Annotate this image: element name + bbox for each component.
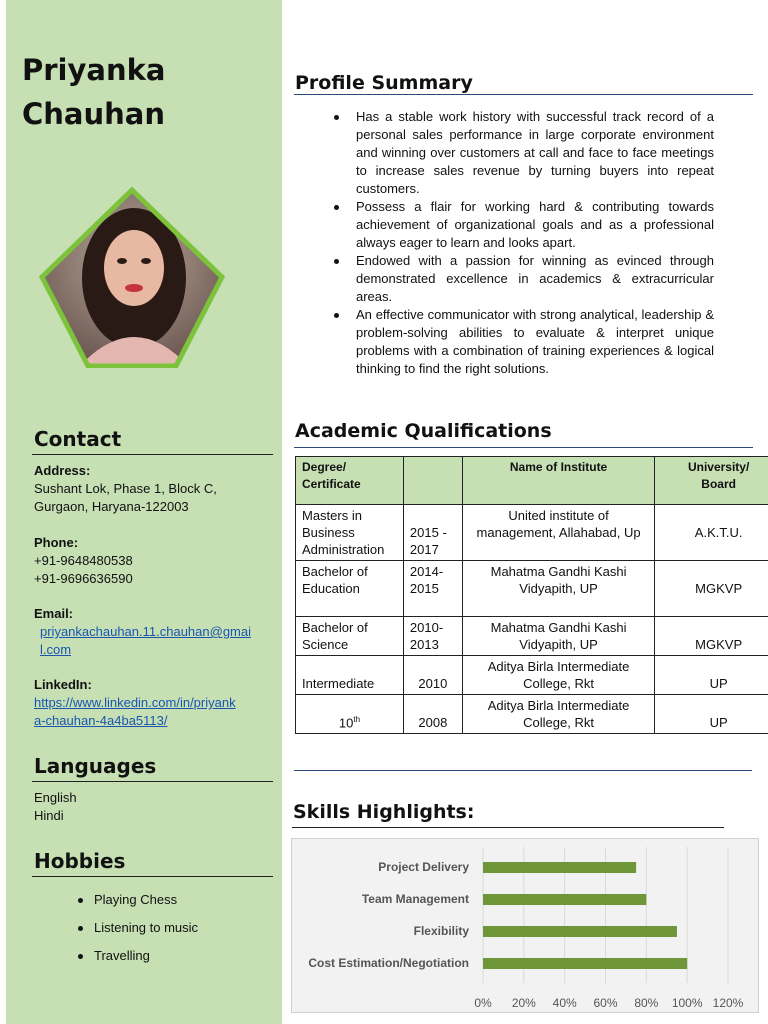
x-tick-label: 120%: [712, 996, 744, 1010]
table-row: [296, 505, 768, 561]
phone-label: Phone:: [34, 535, 79, 550]
languages-list: [34, 789, 77, 825]
candidate-name: [22, 48, 165, 136]
profile-summary-list: [330, 108, 714, 378]
cell-board: UP: [655, 695, 768, 734]
table-row: [296, 695, 768, 734]
address-label: Address:: [34, 463, 91, 478]
summary-item: Possess a flair for working hard & contributing towards achievement of organizational goals and as a professional always eager to learn and looks apart.: [330, 198, 714, 252]
hobby-item: Listening to music: [78, 914, 198, 942]
profile-photo: [38, 186, 226, 368]
contact-divider: [32, 454, 273, 455]
name-last: Chauhan: [22, 97, 166, 131]
cell-degree: Bachelor of Education: [296, 561, 404, 617]
cell-year: 2008: [403, 695, 462, 734]
linkedin-label: LinkedIn:: [34, 677, 92, 692]
hobbies-divider: [32, 876, 273, 877]
cell-institute: Aditya Birla Intermediate College, Rkt: [462, 656, 654, 695]
cell-institute: Mahatma Gandhi Kashi Vidyapith, UP: [462, 617, 654, 656]
cell-year: 2010-2013: [403, 617, 462, 656]
header-degree: Degree/ Certificate: [296, 457, 404, 505]
cell-board: MGKVP: [655, 561, 768, 617]
profile-summary-divider: [294, 94, 753, 95]
bar: [483, 926, 677, 937]
linkedin-block: [34, 676, 236, 730]
email-line-2: l.com: [40, 642, 72, 657]
phone-number-1: +91-9648480538: [34, 553, 133, 568]
x-tick-label: 80%: [634, 996, 659, 1010]
language-item: Hindi: [34, 808, 64, 823]
bar: [483, 862, 636, 873]
header-year: [403, 457, 462, 505]
category-label: Project Delivery: [378, 860, 469, 874]
hobbies-heading: Hobbies: [34, 849, 126, 873]
name-first: Priyanka: [22, 53, 166, 87]
address-line-1: Sushant Lok, Phase 1, Block C,: [34, 481, 217, 496]
skills-chart-svg: [292, 839, 758, 1012]
email-link[interactable]: [34, 623, 251, 659]
cell-board: A.K.T.U.: [655, 505, 768, 561]
summary-item: An effective communicator with strong analytical, leadership & problem-solving abilities to evaluate & interpret unique problems with a combination of training experiences & logical thinking to find the right solutions.: [330, 306, 714, 378]
cell-degree: Masters in Business Administration: [296, 505, 404, 561]
cell-board: MGKVP: [655, 617, 768, 656]
table-row: [296, 656, 768, 695]
section-divider: [294, 770, 752, 771]
linkedin-line-1: https://www.linkedin.com/in/priyank: [34, 695, 236, 710]
cell-board: UP: [655, 656, 768, 695]
linkedin-link[interactable]: [34, 694, 236, 730]
x-tick-label: 0%: [474, 996, 492, 1010]
bar: [483, 958, 687, 969]
table-header-row: [296, 457, 768, 505]
hobby-item: Playing Chess: [78, 886, 198, 914]
email-line-1: priyankachauhan.11.chauhan@gmai: [40, 624, 251, 639]
cell-year: 2014-2015: [403, 561, 462, 617]
languages-heading: Languages: [34, 754, 157, 778]
phone-block: [34, 534, 133, 588]
header-board: University/ Board: [655, 457, 768, 505]
profile-summary-heading: Profile Summary: [295, 72, 473, 94]
skills-heading: Skills Highlights:: [293, 801, 475, 823]
cell-degree: Intermediate: [296, 656, 404, 695]
academics-heading: Academic Qualifications: [295, 420, 552, 442]
academics-divider: [294, 447, 753, 448]
address-line-2: Gurgaon, Haryana-122003: [34, 499, 189, 514]
cell-year: 2010: [403, 656, 462, 695]
cell-institute: United institute of management, Allahabad, Up: [462, 505, 654, 561]
hobbies-list: [78, 886, 198, 970]
category-label: Team Management: [361, 892, 469, 906]
languages-divider: [32, 781, 273, 782]
cell-year: 2015 - 2017: [403, 505, 462, 561]
x-tick-label: 100%: [671, 996, 703, 1010]
header-institute: Name of Institute: [462, 457, 654, 505]
cell-institute: Mahatma Gandhi Kashi Vidyapith, UP: [462, 561, 654, 617]
cell-institute: Aditya Birla Intermediate College, Rkt: [462, 695, 654, 734]
summary-item: Has a stable work history with successful track record of a personal sales performance in large corporate environment and winning over customers at call and face to face meetings to increase sales revenue by turning buyers into repeat customers.: [330, 108, 714, 198]
contact-heading: Contact: [34, 427, 122, 451]
cell-degree: 10th: [296, 695, 404, 734]
cell-degree: Bachelor of Science: [296, 617, 404, 656]
table-row: [296, 617, 768, 656]
skills-chart: [291, 838, 759, 1013]
category-label: Cost Estimation/Negotiation: [308, 956, 469, 970]
x-tick-label: 40%: [552, 996, 577, 1010]
academics-table: [295, 456, 768, 734]
skills-divider: [292, 827, 724, 828]
hobby-item: Travelling: [78, 942, 198, 970]
email-block: [34, 605, 251, 659]
summary-item: Endowed with a passion for winning as evinced through demonstrated excellence in academics & extracurricular areas.: [330, 252, 714, 306]
x-tick-label: 20%: [511, 996, 536, 1010]
address-block: [34, 462, 217, 516]
linkedin-line-2: a-chauhan-4a4ba5113/: [34, 713, 168, 728]
bar: [483, 894, 646, 905]
email-label: Email:: [34, 606, 74, 621]
phone-number-2: +91-9696636590: [34, 571, 133, 586]
category-label: Flexibility: [413, 924, 469, 938]
language-item: English: [34, 790, 77, 805]
x-tick-label: 60%: [593, 996, 618, 1010]
table-row: [296, 561, 768, 617]
